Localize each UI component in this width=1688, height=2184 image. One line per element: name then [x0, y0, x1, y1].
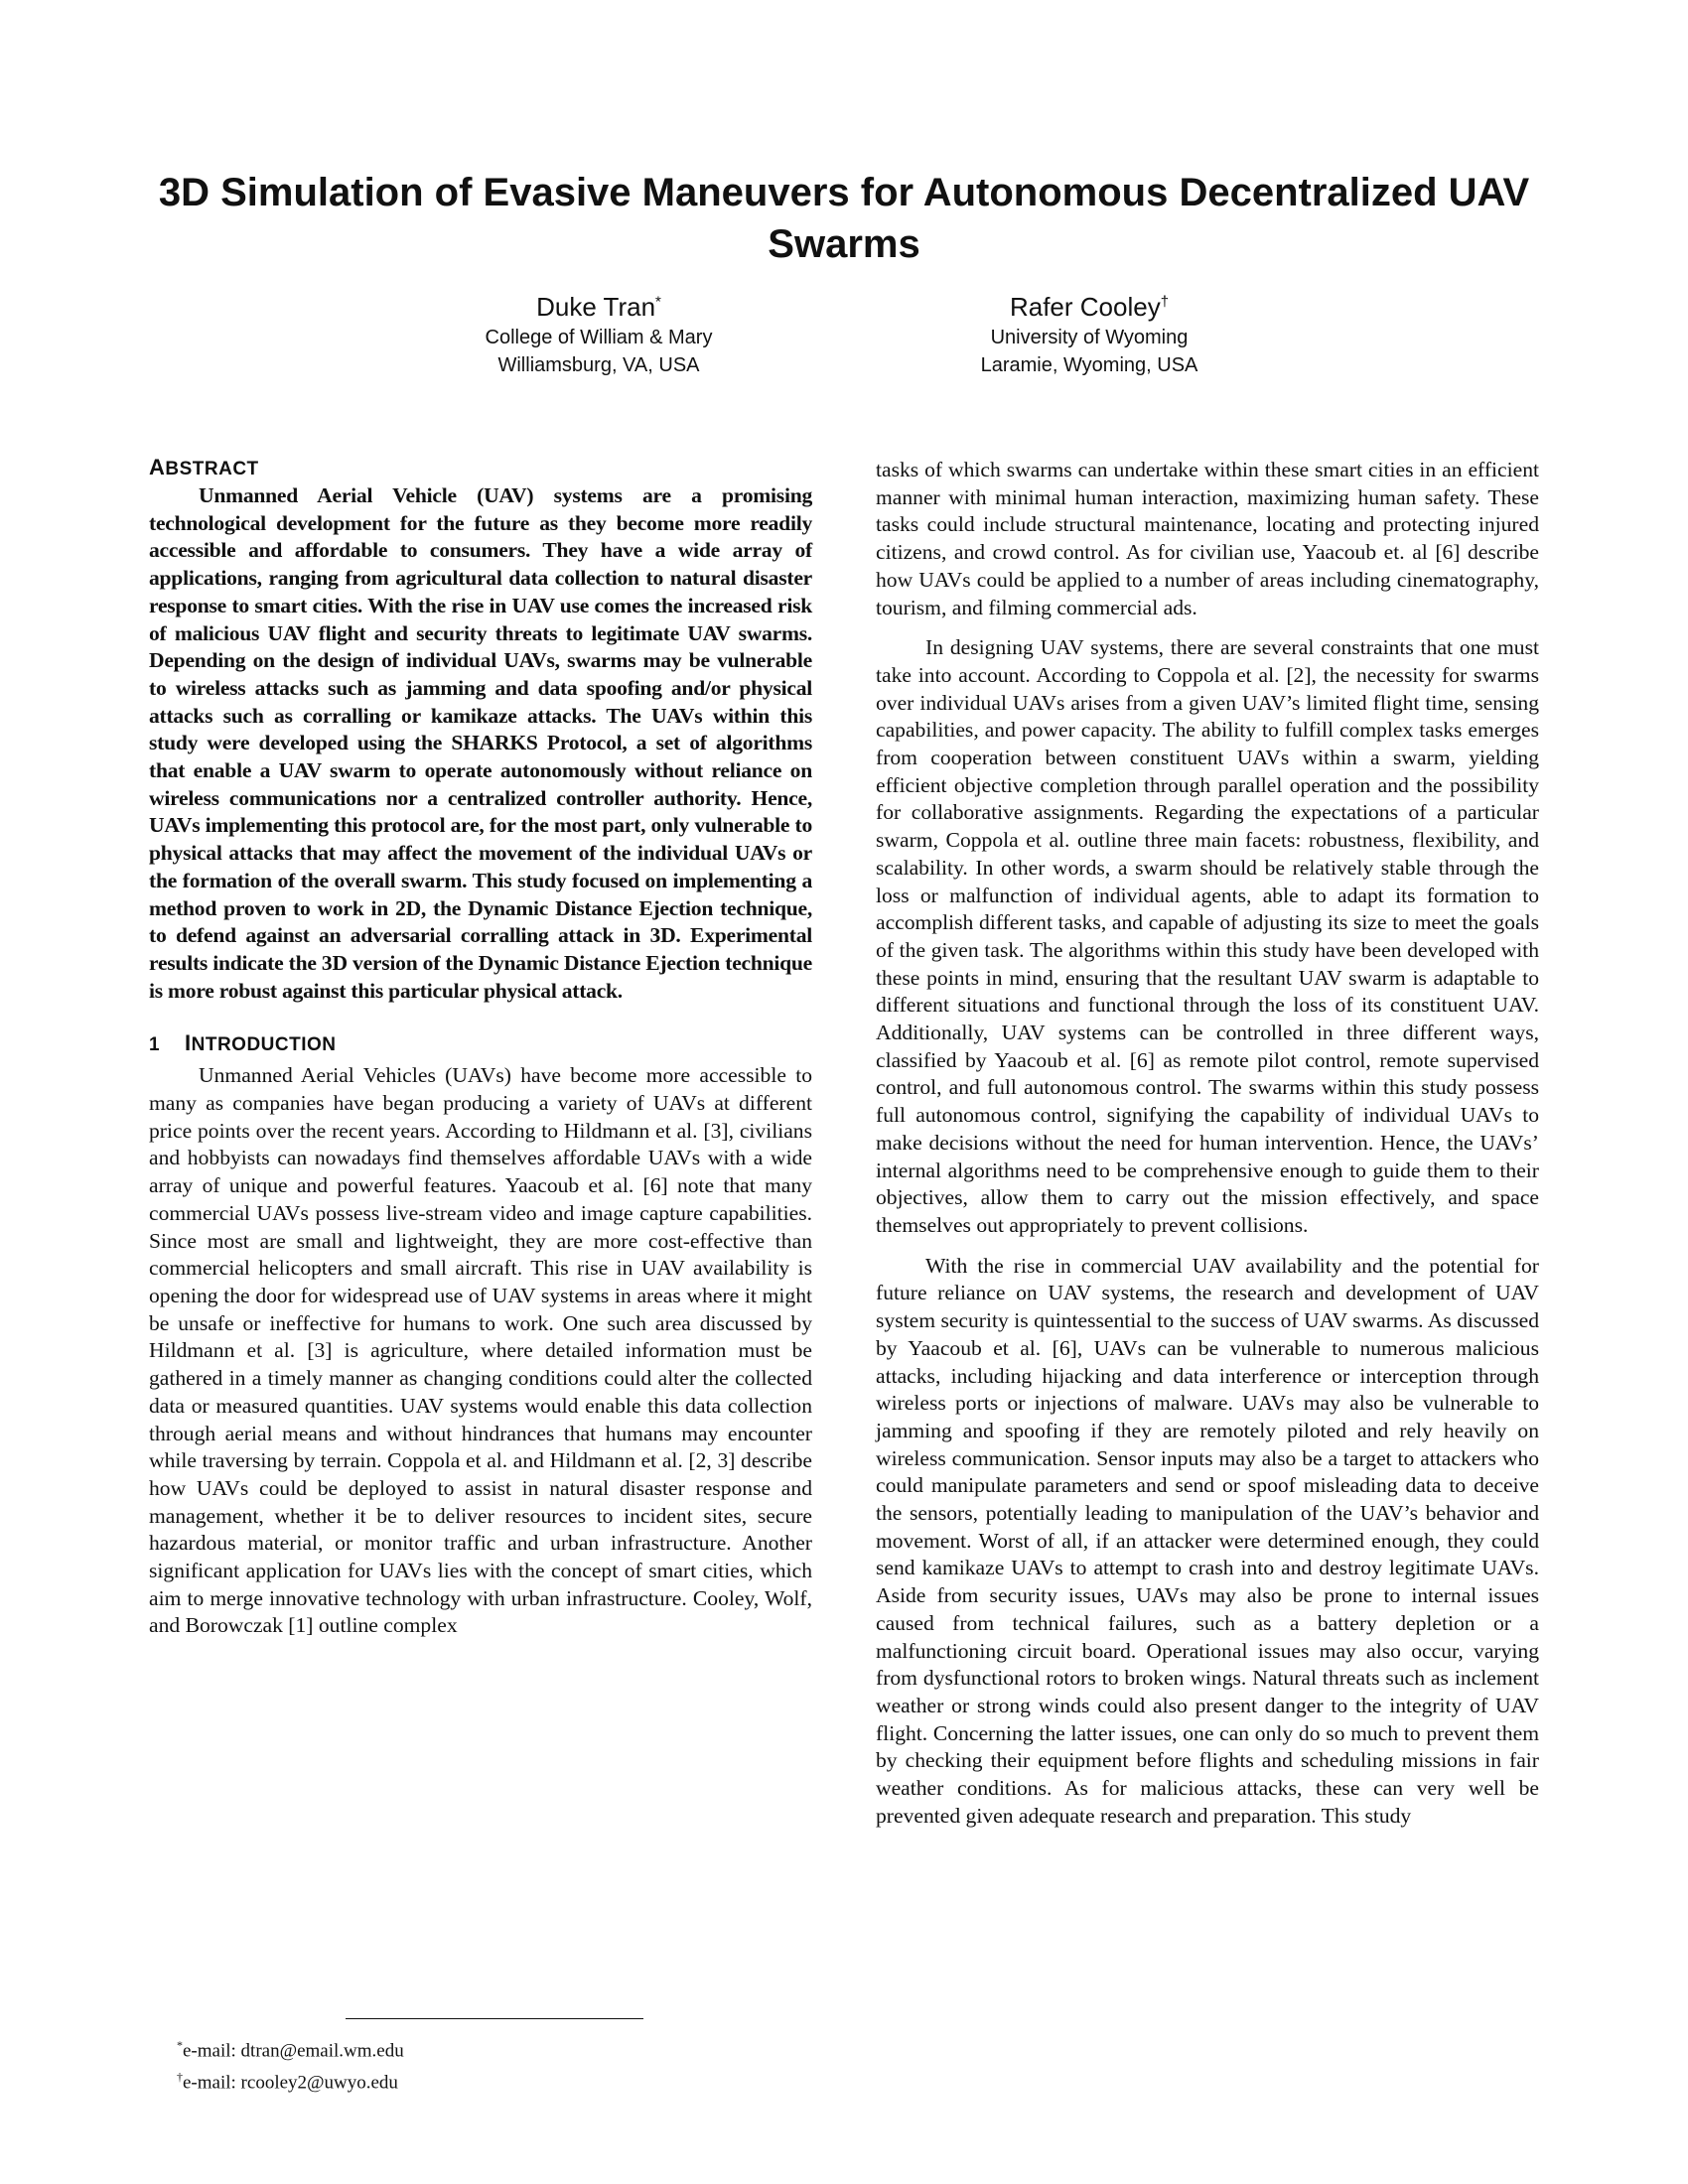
left-column [149, 455, 812, 1640]
introduction-heading: 1 INTRODUCTION [149, 1030, 812, 1058]
author-affiliation: College of William & Mary [485, 327, 713, 348]
intro-paragraph-3: With the rise in commercial UAV availability and the potential for future reliance on UAV systems, the research and development of UAV system security is quintessential to the success of UAV swarms. As discussed by Yaacoub et al. [6], UAVs can be vulnerable to numerous malicious attacks, including hijacking and data interference or interception through wireless ports or injections of malware. UAVs may also be vulnerable to jamming and spoofing if they are remotely piloted and rely heavily on wireless communication. Sensor inputs may also be a target to attackers who could manipulate parameters and send or spoof misleading data to deceive the sensors, potentially leading to manipulation of the UAV’s behavior and movement. Worst of all, if an attacker were determined enough, they could send kamikaze UAVs to attempt to crash into and destroy legitimate UAVs. Aside from security issues, UAVs may also be prone to internal issues caused from technical failures, such as a battery depletion or a malfunctioning circuit board. Operational issues may also occur, varying from dysfunctional rotors to broken wings. Natural threats such as inclement weather or strong winds could also present danger to the integrity of UAV flight. Concerning the latter issues, one can only do so much to prevent them by checking their equipment before flights and scheduling missions in fair weather conditions. As for malicious attacks, these can very well be prevented given adequate research and preparation. This study [876, 1253, 1539, 1828]
author-name: Duke Tran* [536, 292, 661, 322]
author-block-1 [370, 290, 827, 379]
footnote-mark: * [655, 293, 661, 311]
abstract-heading: ABSTRACT [149, 455, 259, 479]
footnotes [177, 2032, 773, 2097]
section-number: 1 [149, 1034, 161, 1056]
intro-paragraph-1: Unmanned Aerial Vehicles (UAVs) have become more accessible to many as companies have began producing a variety of UAVs at different price points over the recent years. According to Hildmann et al. [3], civilians and hobbyists can nowadays find themselves affordable UAVs with a wide array of unique and powerful features. Yaacoub et al. [6] note that many commercial UAVs possess live-stream video and image capture capabilities. Since most are small and lightweight, they are more cost-effective than commercial helicopters and small aircraft. This rise in UAV availability is opening the door for widespread use of UAV systems in areas where it might be unsafe or ineffective for humans to work. One such area discussed by Hildmann et al. [3] is agriculture, where detailed information must be gathered in a timely manner as changing conditions could alter the collected data or measured quantities. UAV systems would enable this data collection through aerial means and without hindrances that humans may encounter while traversing by terrain. Coppola et al. and Hildmann et al. [2, 3] describe how UAVs could be deployed to assist in natural disaster response and management, whether it be to deliver resources to incident sites, secure hazardous material, or monitor traffic and urban infrastructure. Another significant application for UAVs lies with the concept of smart cities, which aim to merge innovative technology with urban infrastructure. Cooley, Wolf, and Borowczak [1] outline complex [149, 1063, 812, 1638]
footnote-divider [346, 2018, 643, 2019]
paper-title: 3D Simulation of Evasive Maneuvers for Autonomous Decentralized UAV Swarms [158, 171, 1530, 266]
author-location: Laramie, Wyoming, USA [980, 354, 1198, 376]
abstract-text: Unmanned Aerial Vehicle (UAV) systems are a promising technological development for the future as they become more readily accessible and affordable to consumers. They have a wide array of applications, ranging from agricultural data collection to natural disaster response to smart cities. With the rise in UAV use comes the increased risk of malicious UAV flight and security threats to legitimate UAV swarms. Depending on the design of individual UAVs, swarms may be vulnerable to wireless attacks such as jamming and data spoofing and/or physical attacks such as corralling or kamikaze attacks. The UAVs within this study were developed using the SHARKS Protocol, a set of algorithms that enable a UAV swarm to operate autonomously without reliance on wireless communications nor a centralized controller authority. Hence, UAVs implementing this protocol are, for the most part, only vulnerable to physical attacks that may affect the movement of the individual UAVs or the formation of the overall swarm. This study focused on implementing a method proven to work in 2D, the Dynamic Distance Ejection technique, to defend against an adversarial corralling attack in 3D. Experimental results indicate the 3D version of the Dynamic Distance Ejection technique is more robust against this particular physical attack. [149, 483, 812, 1003]
author-block-2 [861, 290, 1318, 379]
author-affiliation: University of Wyoming [990, 327, 1189, 348]
right-column [876, 457, 1539, 1830]
footnote-1: *e-mail: dtran@email.wm.edu [177, 2038, 404, 2062]
intro-paragraph-continued: tasks of which swarms can undertake within these smart cities in an efficient manner with minimal human interaction, maximizing human safety. These tasks could include structural maintenance, locating and protecting injured citizens, and crowd control. As for civilian use, Yaacoub et. al [6] describe how UAVs could be applied to a number of areas including cinematography, tourism, and filming commercial ads. [876, 458, 1539, 619]
intro-paragraph-2: In designing UAV systems, there are several constraints that one must take into account. According to Coppola et al. [2], the necessity for swarms over individual UAVs arises from a given UAV’s limited flight time, sensing capabilities, and power capacity. The ability to fulfill complex tasks emerges from cooperation between constituent UAVs within a swarm, yielding efficient objective completion through parallel operation and the possibility for collaborative assignments. Regarding the expectations of a particular swarm, Coppola et al. outline three main facets: robustness, flexibility, and scalability. In other words, a swarm should be relatively stable through the loss or malfunction of individual agents, able to adapt its formation to accomplish different tasks, and capable of adjusting its size to meet the goals of the given task. The algorithms within this study have been developed with these points in mind, ensuring that the resultant UAV swarm is adaptable to different situations and functional through the loss of its constituent UAV. Additionally, UAV systems can be controlled in three different ways, classified by Yaacoub et al. [6] as remote pilot control, remote supervised control, and full autonomous control. The swarms within this study possess full autonomous control, signifying the capability of individual UAVs to make decisions without the need for human intervention. Hence, the UAVs’ internal algorithms need to be comprehensive enough to guide them to their objectives, allow them to carry out the mission effectively, and space themselves out appropriately to prevent collisions. [876, 635, 1539, 1237]
footnote-2: †e-mail: rcooley2@uwyo.edu [177, 2070, 398, 2094]
footnote-mark: † [1160, 293, 1170, 311]
author-location: Williamsburg, VA, USA [497, 354, 700, 376]
author-name: Rafer Cooley† [1009, 292, 1170, 322]
